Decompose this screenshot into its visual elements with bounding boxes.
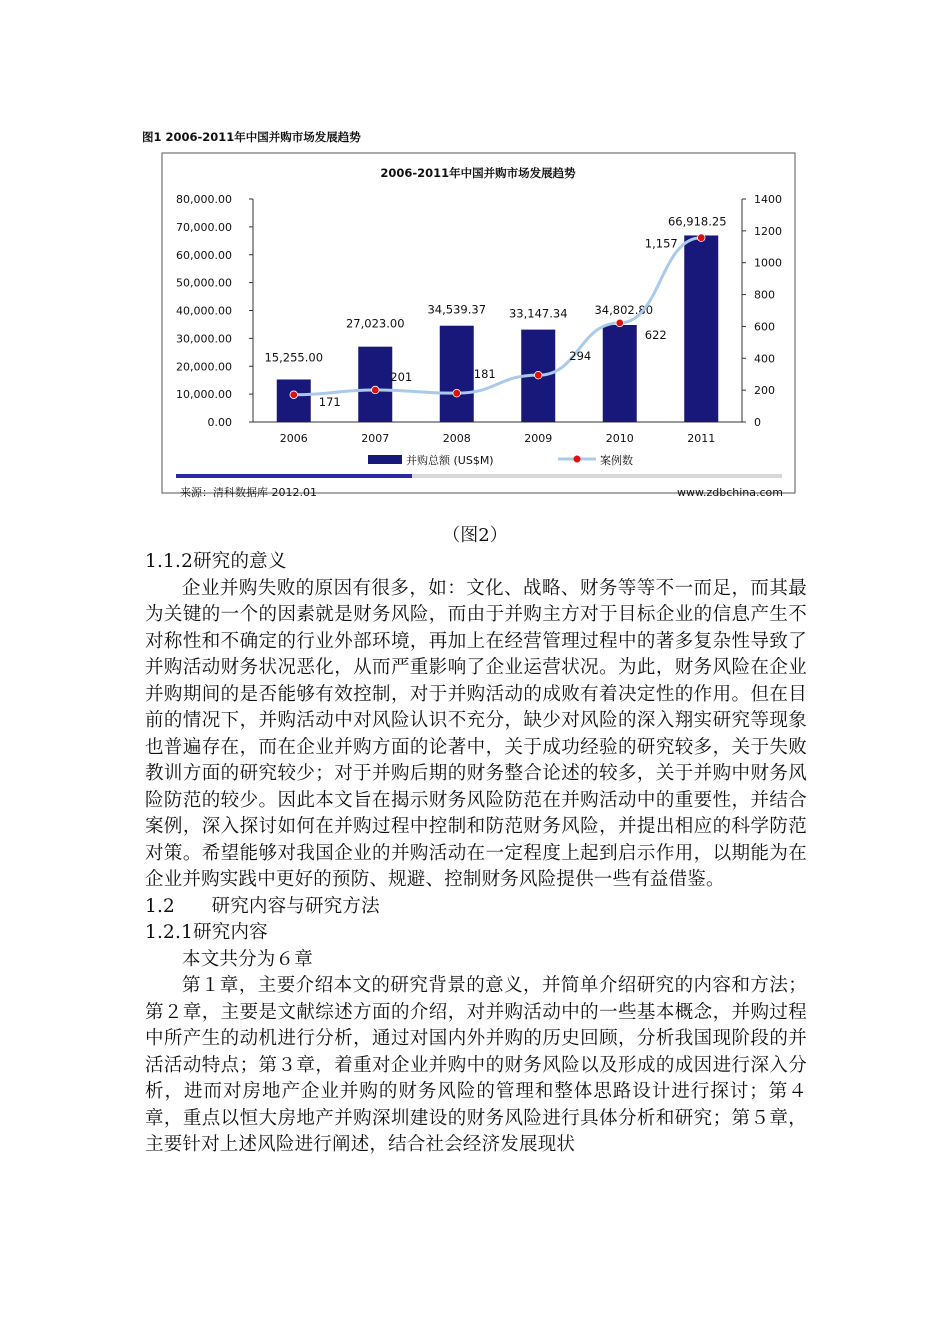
y-right-tick-label: 600 [754, 320, 775, 334]
y-left-tick-label: 0.00 [207, 416, 232, 429]
x-tick-label: 2006 [279, 432, 308, 445]
bar [277, 379, 311, 422]
y-left-tick-label: 10,000.00 [176, 388, 232, 402]
y-right-tick-label: 400 [754, 352, 775, 366]
x-tick-label: 2008 [442, 432, 471, 445]
source-divider [412, 474, 782, 478]
y-left-tick-label: 80,000.00 [176, 193, 232, 206]
line-point [616, 319, 624, 327]
line-data-label: 1,157 [644, 236, 678, 251]
bar-data-label: 66,918.25 [667, 214, 727, 229]
figure-title: 图1 2006-2011年中国并购市场发展趋势 [142, 130, 361, 144]
y-right-tick-label: 200 [754, 384, 775, 398]
y-left-tick-label: 70,000.00 [176, 220, 232, 234]
y-right-tick-label: 1400 [754, 193, 782, 206]
figure-caption: （图2） [442, 525, 508, 546]
line-data-label: 622 [644, 327, 667, 342]
y-left-tick-label: 60,000.00 [176, 248, 232, 262]
bar-data-label: 34,539.37 [427, 302, 487, 317]
website-text: www.zdbchina.com [677, 486, 783, 499]
x-tick-label: 2007 [361, 432, 390, 445]
y-right-tick-label: 1000 [754, 256, 782, 270]
legend-label-bar: 并购总额 (US$M) [406, 454, 494, 467]
bar [603, 325, 637, 422]
bar-data-label: 27,023.00 [345, 316, 405, 331]
x-tick-label: 2009 [524, 432, 553, 445]
bar-data-label: 33,147.34 [508, 306, 568, 321]
y-right-tick-label: 1200 [754, 224, 782, 238]
body-text [145, 549, 807, 1159]
bar-data-label: 15,255.00 [264, 350, 324, 365]
line-point [697, 234, 705, 242]
bar-data-label: 34,802.80 [594, 302, 654, 317]
y-left-tick-label: 50,000.00 [176, 276, 232, 290]
line-data-label: 181 [473, 367, 496, 382]
legend-label-line: 案例数 [600, 454, 633, 467]
legend-marker [574, 456, 581, 463]
chart-title: 2006-2011年中国并购市场发展趋势 [380, 166, 576, 180]
y-right-tick-label: 800 [754, 288, 775, 302]
section-heading-1-1-2: 1.1.2研究的意义 [145, 551, 287, 572]
bar [440, 326, 474, 422]
line-point [453, 389, 461, 397]
x-tick-label: 2011 [687, 432, 716, 445]
figure-image [140, 122, 820, 502]
section-heading-1-2-1: 1.2.1研究内容 [145, 922, 268, 943]
bar [358, 347, 392, 422]
line-data-label: 201 [390, 369, 413, 384]
y-left-tick-label: 20,000.00 [176, 360, 232, 374]
section-heading-1-2: 1.2 研究内容与研究方法 [145, 895, 380, 917]
line-point [534, 371, 542, 379]
source-accent-bar [176, 474, 412, 478]
y-right-tick-label: 0 [754, 416, 761, 429]
y-left-tick-label: 30,000.00 [176, 332, 232, 346]
paragraph-significance: 企业并购失败的原因有很多，如：文化、战略、财务等等不一而足，而其最为关键的一个的因素就是财务风险，而由于并购主方对于目标企业的信息产生不对称性和不确定的行业外部环境，再加上在经营管理过程中的著多复杂性导致了并购活动财务状况恶化，从而严重影响了企业运营状况。为此，财务风险在企业并购期间的是否能够有效控制，对于并购活动的成败有着决定性的作用。但在目前的情况下，并购活动中对风险认识不充分，缺少对风险的深入翔实研究等现象也普遍存在，而在企业并购方面的论著中，关于成功经验的研究较多，关于失败教训方面的研究较少；对于并购后期的财务整合论述的较多，关于并购中财务风险防范的较少。因此本文旨在揭示财务风险防范在并购活动中的重要性，并结合案例，深入探讨如何在并购过程中控制和防范财务风险，并提出相应的科学防范对策。希望能够对我国企业的并购活动在一定程度上起到启示作用，以期能为在企业并购实践中更好的预防、规避、控制财务风险提供一些有益借鉴。 [145, 577, 807, 890]
line-point [290, 391, 298, 399]
x-tick-label: 2010 [605, 432, 634, 445]
line-data-label: 171 [318, 394, 341, 409]
paragraph-chapter-count: 本文共分为６章 [182, 948, 313, 970]
line-point [371, 386, 379, 394]
y-left-tick-label: 40,000.00 [176, 304, 232, 318]
line-data-label: 294 [569, 349, 592, 364]
legend-swatch-bar [368, 455, 402, 464]
paragraph-chapter-outline: 第１章，主要介绍本文的研究背景的意义，并简单介绍研究的内容和方法；第２章，主要是文献综述方面的介绍，对并购活动中的一些基本概念，并购过程中所产生的动机进行分析，通过对国内外并购的历史回顾，分析我国现阶段的并活活动特点；第３章，着重对企业并购中的财务风险以及形成的成因进行深入分析，进而对房地产企业并购的财务风险的管理和整体思路设计进行探讨；第４章，重点以恒大房地产并购深圳建设的财务风险进行具体分析和研究；第５章，主要针对上述风险进行阐述，结合社会经济发展现状 [145, 975, 807, 1155]
source-text: 来源：清科数据库 2012.01 [180, 486, 317, 499]
bar [684, 235, 718, 422]
